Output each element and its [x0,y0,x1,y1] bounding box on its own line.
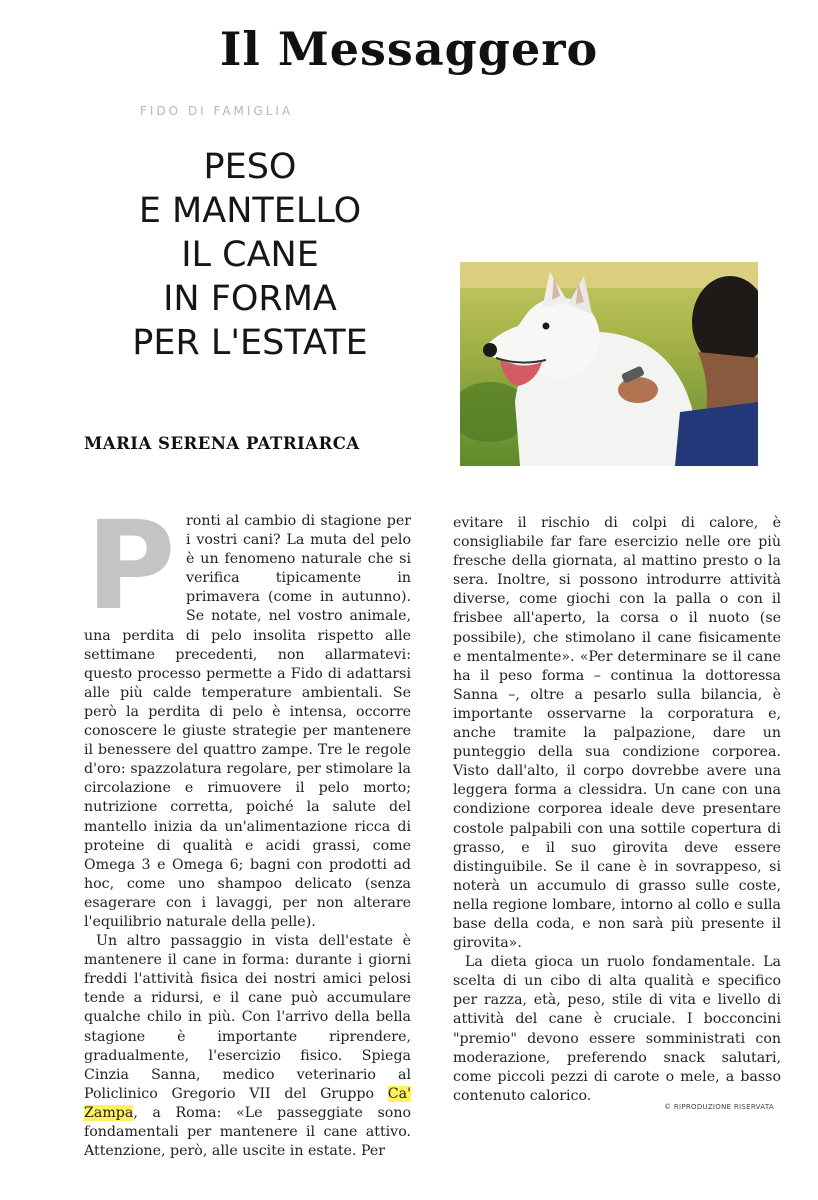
article-column-right [453,514,781,1104]
byline: MARIA SERENA PATRIARCA [84,434,360,453]
headline-line: PESO [203,147,297,187]
dog-photo [460,262,758,466]
dog-photo-icon [460,262,758,466]
section-kicker: FIDO DI FAMIGLIA [140,104,294,118]
dropcap-p-icon [84,514,178,614]
dropcap-letter: P [86,514,176,614]
headline-line: PER L'ESTATE [132,323,368,363]
article-text: Un altro passaggio in vista dell'estate è mantenere il cane in forma: durante i giorni freddi l'attività fisica dei nostri amici pelosi tende a ridursi, e il cane può accumulare qualche chilo in più. Con l'arrivo della bella stagione è importante riprendere, gradualmente, l'esercizio fisico. Spiega Cinzia Sanna, medico veterinario al Policlinico Gregorio VII del Gruppo [84,933,411,1102]
article-column-left [84,512,411,1177]
highlighted-brand: Ca' Zampa [84,1085,411,1121]
headline-line: E MANTELLO [138,191,362,231]
masthead-logo: Il Messaggero [219,22,599,76]
article-text: , a Roma: «Le passeggiate sono fondamentali per mantenere il cane attivo. Attenzione, però, alle uscite in estate. Per [84,1104,411,1160]
headline [100,145,400,365]
headline-line: IL CANE [181,235,319,275]
article-paragraph-2-continued: evitare il rischio di colpi di calore, è consigliabile far fare esercizio nelle ore più fresche della giornata, al mattino presto o la sera. Inoltre, si possono introdurre attività diverse, come giochi con la palla o con il frisbee all'aperto, la corsa o il nuoto (se possibile), che stimolano il cane fisicamente e mentalmente». «Per determinare se il cane ha il peso forma – continua la dottoressa Sanna –, oltre a pesarlo sulla bilancia, è importante osservarne la corporatura e, anche tramite la palpazione, dare un punteggio della sua condizione corporea. Visto dall'alto, il corpo dovrebbe avere una leggera forma a clessidra. Un cane con una condizione corporea ideale deve presentare costole palpabili con una sottile copertura di grasso, e il suo girovita deve essere distinguibile. Se il cane è in sovrappeso, si noterà un accumulo di grasso sulle coste, nella regione lombare, intorno al collo e sulla base della coda, e non sarà più presente il girovita». [453,515,781,952]
copyright-notice: © RIPRODUZIONE RISERVATA [664,1103,774,1111]
article-paragraph-2 [84,932,411,1161]
headline-line: IN FORMA [163,279,337,319]
article-paragraph-3: La dieta gioca un ruolo fondamentale. La scelta di un cibo di alta qualità e specifico per razza, età, peso, stile di vita e livello di attività del cane è cruciale. I bocconcini "premio" devono essere somministrati con moderazione, preferendo snack salutari, come piccoli pezzi di carote o mele, a basso contenuto calorico. [453,954,781,1104]
article-paragraph-1: ronti al cambio di stagione per i vostri cani? La muta del pelo è un fenomeno naturale che si verifica tipicamente in primavera (come in autunno). Se notate, nel vostro animale, una perdita di pelo insolita rispetto alle settimane precedenti, non allarmatevi: questo processo permette a Fido di adattarsi alle più calde temperature ambientali. Se però la perdita di pelo è intensa, occorre conoscere le giuste strategie per mantenere il benessere del quattro zampe. Tre le regole d'oro: spazzolatura regolare, per stimolare la circolazione e rimuovere il pelo morto; nutrizione corretta, poiché la salute del mantello inizia da un'alimentazione ricca di proteine di qualità e acidi grassi, come Omega 3 e Omega 6; bagni con prodotti ad hoc, come uno shampoo delicato (senza esagerare con i lavaggi, per non alterare l'equilibrio naturale della pelle). [84,513,411,930]
